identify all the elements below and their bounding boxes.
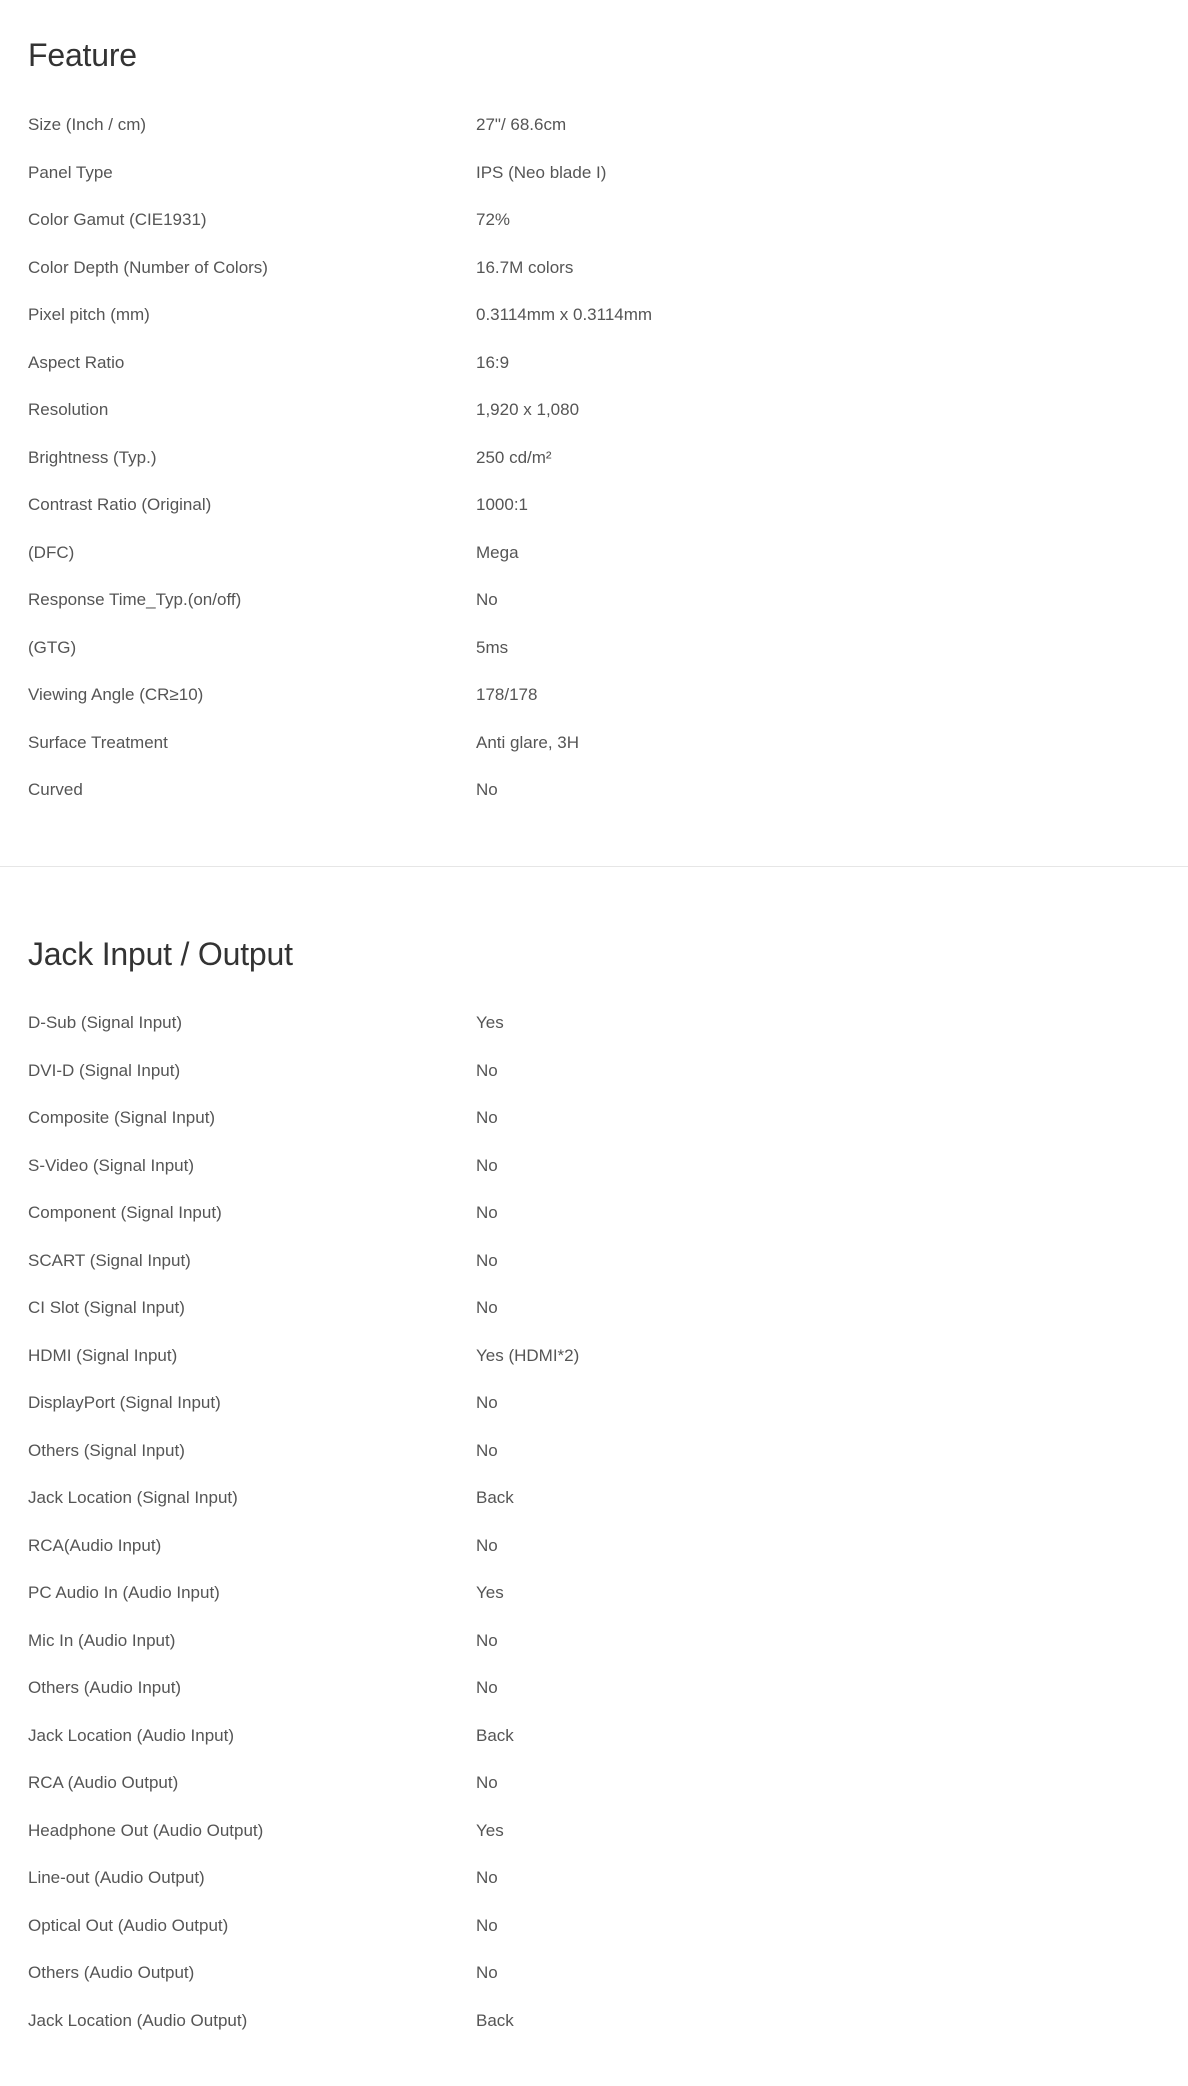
spec-value: No xyxy=(476,1393,498,1412)
spec-value: No xyxy=(476,1298,498,1317)
spec-value: 72% xyxy=(476,210,511,229)
spec-label: DisplayPort (Signal Input) xyxy=(28,1393,221,1412)
spec-value: 1000:1 xyxy=(476,495,528,514)
spec-label: Others (Audio Input) xyxy=(28,1678,182,1697)
spec-value: 16.7M colors xyxy=(476,257,574,277)
spec-label: Color Gamut (CIE1931) xyxy=(28,210,207,229)
spec-value: 250 cd/m² xyxy=(476,447,552,467)
spec-label: Response Time_Typ.(on/off) xyxy=(28,590,242,609)
spec-label: Color Depth (Number of Colors) xyxy=(28,257,268,277)
spec-row xyxy=(0,482,1188,530)
spec-row xyxy=(0,1855,1188,1903)
spec-label: SCART (Signal Input) xyxy=(28,1250,191,1270)
spec-row xyxy=(0,292,1188,340)
spec-label: Optical Out (Audio Output) xyxy=(28,1915,229,1935)
spec-row xyxy=(0,1143,1188,1191)
spec-row xyxy=(0,1048,1188,1096)
spec-row xyxy=(0,1238,1188,1286)
spec-value: No xyxy=(476,1060,498,1080)
spec-row xyxy=(0,1998,1188,2046)
spec-row xyxy=(0,1285,1188,1333)
spec-label: Pixel pitch (mm) xyxy=(28,305,150,324)
spec-label: Composite (Signal Input) xyxy=(28,1108,216,1127)
spec-value: Yes xyxy=(476,1820,504,1840)
spec-label: Panel Type xyxy=(28,162,113,182)
spec-label: Contrast Ratio (Original) xyxy=(28,495,212,514)
spec-label: Line-out (Audio Output) xyxy=(28,1868,205,1887)
spec-label: Mic In (Audio Input) xyxy=(28,1630,176,1650)
spec-row xyxy=(0,1950,1188,1998)
spec-label: Brightness (Typ.) xyxy=(28,447,157,467)
spec-value: Back xyxy=(476,2010,514,2030)
spec-label: Others (Audio Output) xyxy=(28,1963,195,1982)
spec-label: CI Slot (Signal Input) xyxy=(28,1298,185,1317)
spec-label: Curved xyxy=(28,780,83,799)
spec-row xyxy=(0,1428,1188,1476)
spec-value: No xyxy=(476,780,498,799)
spec-label: Component (Signal Input) xyxy=(28,1203,222,1222)
spec-row xyxy=(0,625,1188,673)
spec-value: 0.3114mm x 0.3114mm xyxy=(476,305,653,324)
spec-value: 1,920 x 1,080 xyxy=(476,400,580,419)
spec-row xyxy=(0,1095,1188,1143)
spec-label: Resolution xyxy=(28,400,109,419)
spec-row xyxy=(0,340,1188,388)
spec-row xyxy=(0,1760,1188,1808)
spec-label: (GTG) xyxy=(28,637,77,657)
spec-row xyxy=(0,1380,1188,1428)
spec-row xyxy=(0,1475,1188,1523)
spec-row xyxy=(0,1665,1188,1713)
spec-value: Back xyxy=(476,1488,514,1507)
section-divider xyxy=(0,866,1188,867)
spec-value: No xyxy=(476,1108,498,1127)
spec-value: No xyxy=(476,590,498,609)
spec-row xyxy=(0,1190,1188,1238)
spec-row xyxy=(0,1618,1188,1666)
spec-value: No xyxy=(476,1915,498,1935)
spec-row xyxy=(0,672,1188,720)
spec-label: DVI-D (Signal Input) xyxy=(28,1060,181,1080)
spec-label: Headphone Out (Audio Output) xyxy=(28,1820,264,1840)
spec-row xyxy=(0,435,1188,483)
spec-row xyxy=(0,577,1188,625)
spec-label: RCA (Audio Output) xyxy=(28,1773,179,1792)
spec-value: Yes xyxy=(476,1583,504,1602)
spec-row xyxy=(0,1570,1188,1618)
spec-row xyxy=(0,150,1188,198)
spec-value: No xyxy=(476,1203,498,1222)
jack-io-spec-list xyxy=(0,1000,1188,2045)
spec-value: No xyxy=(476,1678,498,1697)
spec-label: Size (Inch / cm) xyxy=(28,115,147,134)
spec-row xyxy=(0,1713,1188,1761)
spec-label: Aspect Ratio xyxy=(28,352,125,372)
spec-value: No xyxy=(476,1250,498,1270)
spec-value: No xyxy=(476,1963,498,1982)
spec-row xyxy=(0,767,1188,815)
spec-row xyxy=(0,530,1188,578)
spec-label: (DFC) xyxy=(28,542,75,562)
spec-value: No xyxy=(476,1868,498,1887)
spec-row xyxy=(0,1903,1188,1951)
spec-label: Jack Location (Audio Output) xyxy=(28,2010,248,2030)
spec-label: PC Audio In (Audio Input) xyxy=(28,1583,220,1602)
spec-row xyxy=(0,102,1188,150)
spec-value: 178/178 xyxy=(476,685,538,704)
spec-value: 5ms xyxy=(476,637,509,657)
spec-label: D-Sub (Signal Input) xyxy=(28,1013,183,1032)
spec-value: No xyxy=(476,1535,498,1555)
spec-row xyxy=(0,1808,1188,1856)
spec-value: No xyxy=(476,1440,498,1460)
spec-value: 27"/ 68.6cm xyxy=(476,115,567,134)
spec-row xyxy=(0,197,1188,245)
spec-value: Back xyxy=(476,1725,514,1745)
spec-label: RCA(Audio Input) xyxy=(28,1535,162,1555)
feature-spec-list xyxy=(0,102,1188,815)
spec-label: S-Video (Signal Input) xyxy=(28,1155,195,1175)
spec-label: Viewing Angle (CR≥10) xyxy=(28,685,204,704)
spec-value: 16:9 xyxy=(476,352,510,372)
spec-value: Mega xyxy=(476,542,519,562)
spec-label: Jack Location (Signal Input) xyxy=(28,1488,238,1507)
spec-label: Surface Treatment xyxy=(28,732,168,752)
spec-value: No xyxy=(476,1773,498,1792)
spec-value: IPS (Neo blade I) xyxy=(476,162,607,182)
spec-row xyxy=(0,387,1188,435)
spec-row xyxy=(0,1523,1188,1571)
spec-value: Yes xyxy=(476,1013,504,1032)
spec-label: Others (Signal Input) xyxy=(28,1440,185,1460)
spec-value: Anti glare, 3H xyxy=(476,732,579,752)
spec-value: Yes (HDMI*2) xyxy=(476,1345,580,1365)
spec-label: HDMI (Signal Input) xyxy=(28,1345,178,1365)
spec-row xyxy=(0,720,1188,768)
spec-label: Jack Location (Audio Input) xyxy=(28,1725,235,1745)
spec-row xyxy=(0,245,1188,293)
spec-row xyxy=(0,1333,1188,1381)
spec-row xyxy=(0,1000,1188,1048)
feature-title: Feature xyxy=(28,37,137,73)
jack-io-title: Jack Input / Output xyxy=(28,936,293,972)
spec-value: No xyxy=(476,1630,498,1650)
spec-value: No xyxy=(476,1155,498,1175)
